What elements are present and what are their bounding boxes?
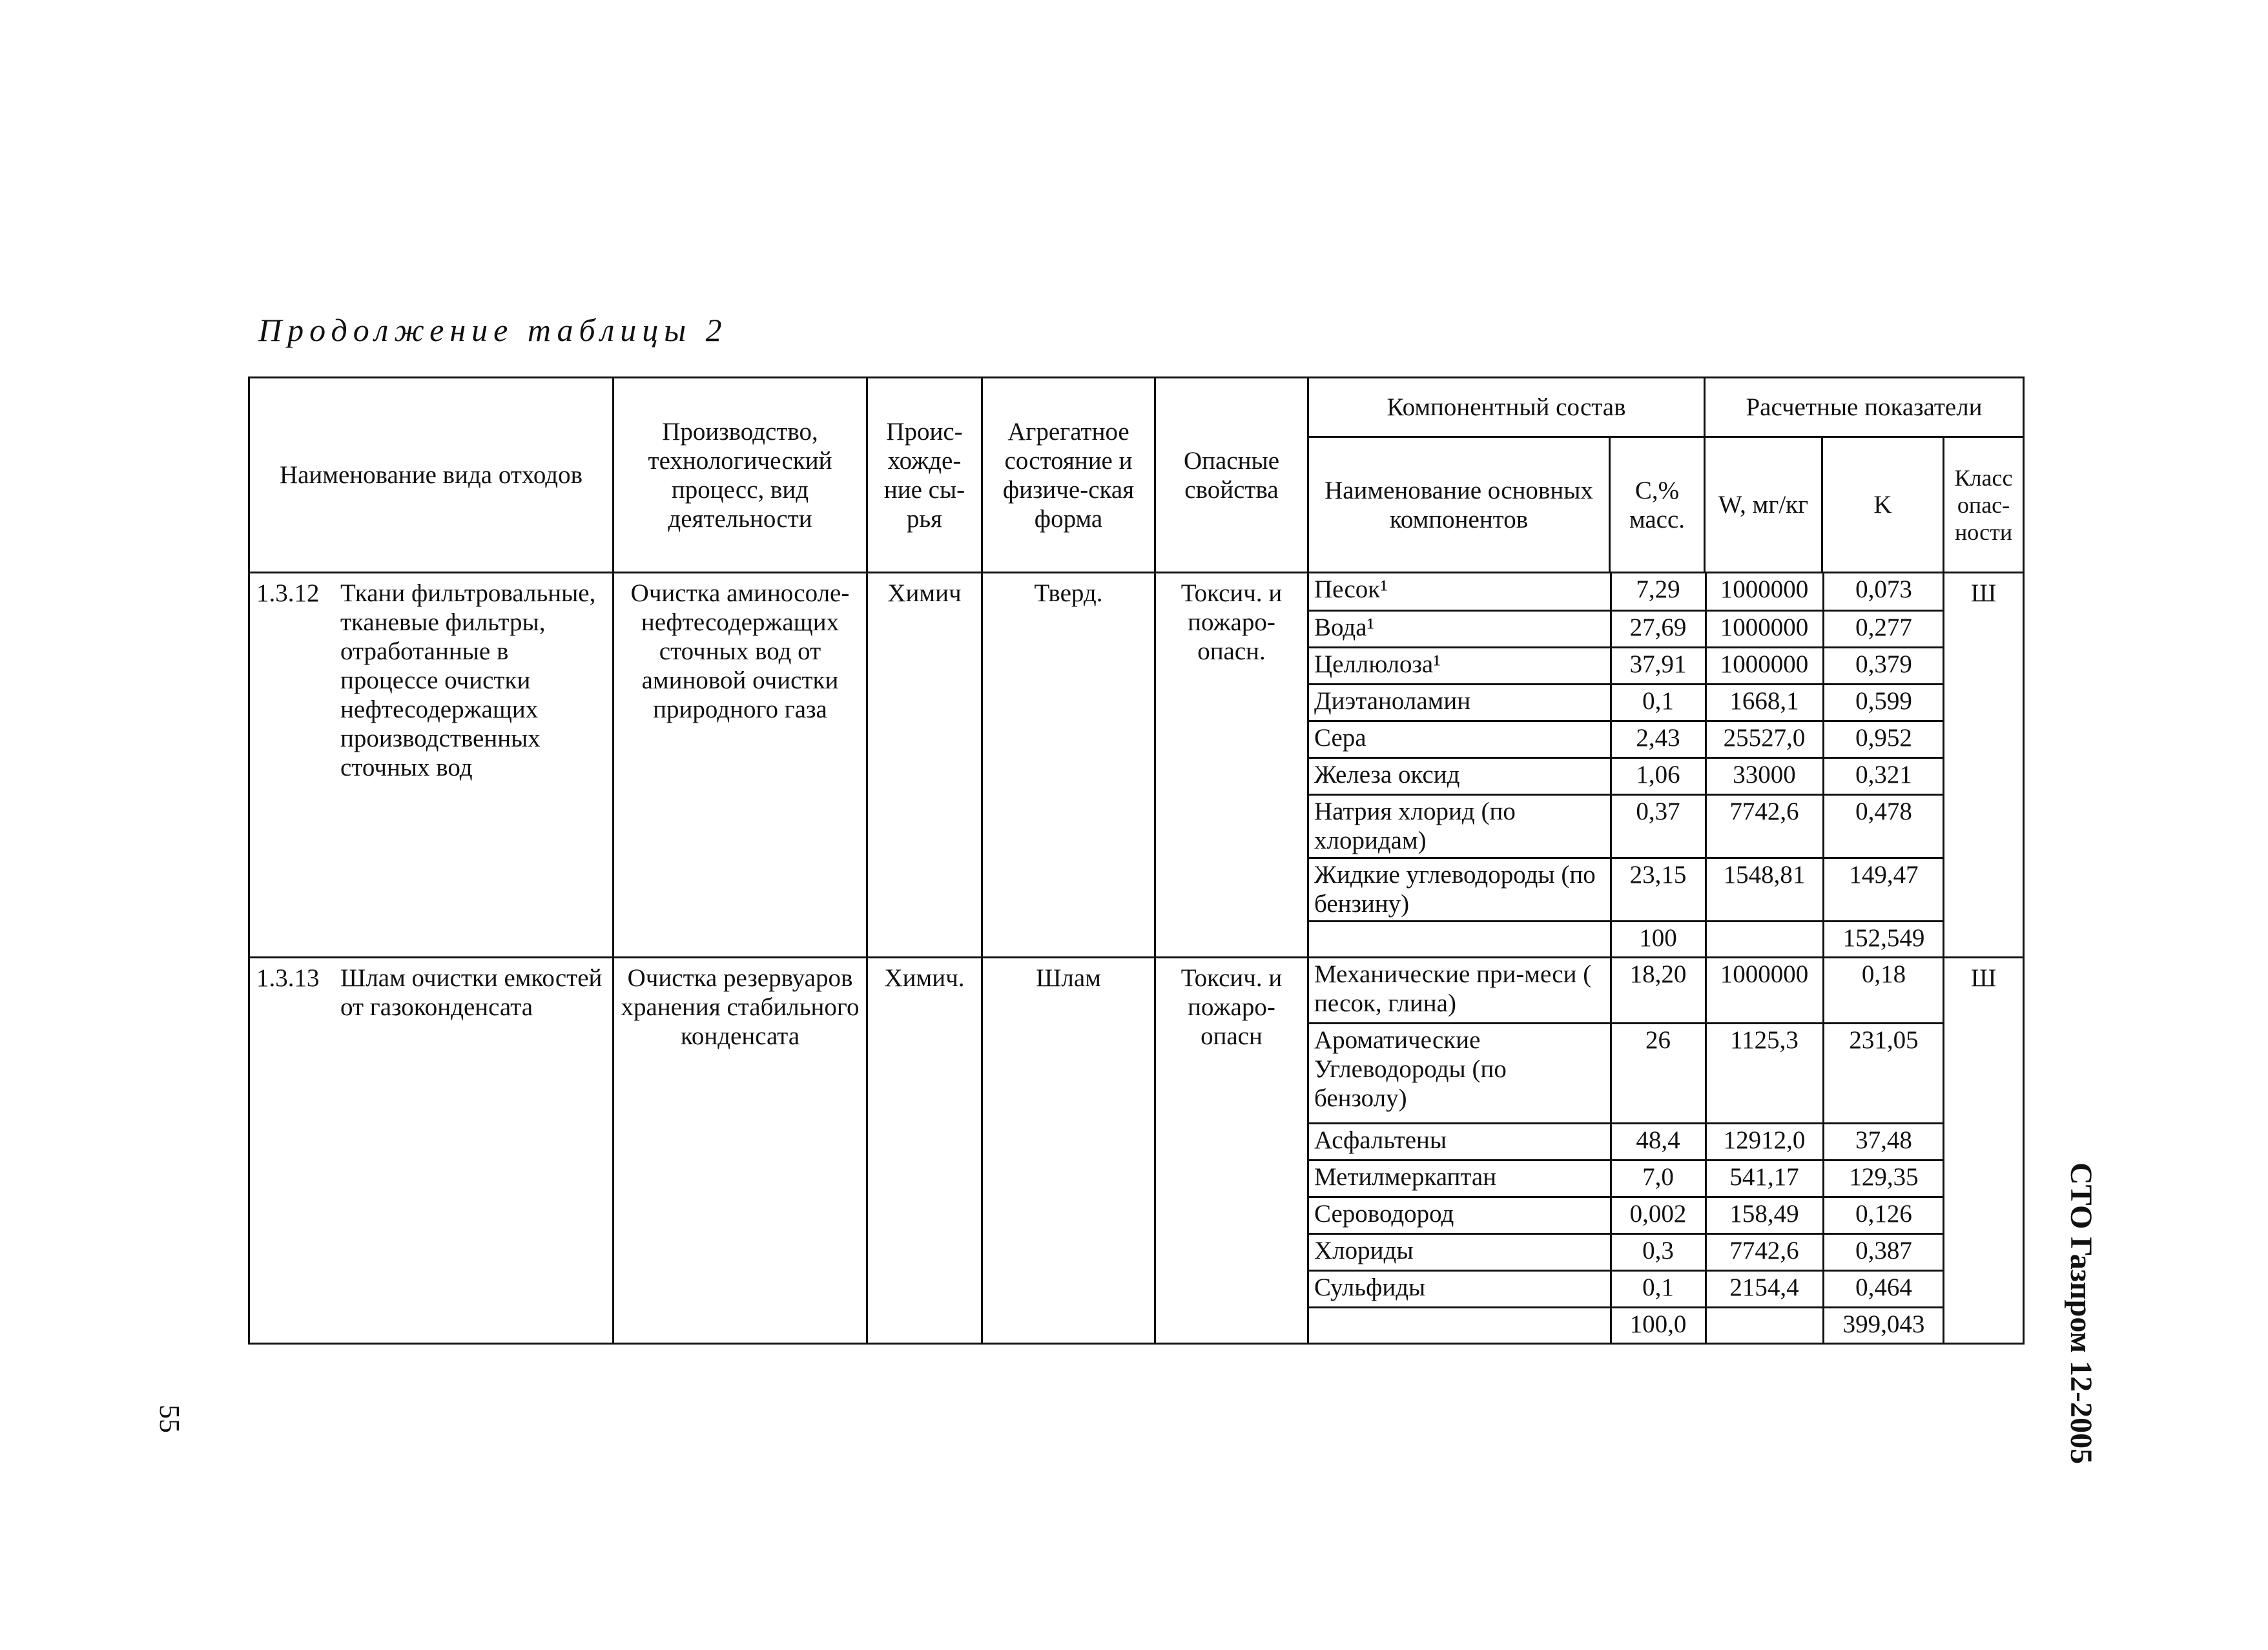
components-table <box>1309 573 1944 956</box>
component-w: 1000000 <box>1706 573 1823 610</box>
component-k: 152,549 <box>1823 921 1944 956</box>
component-row <box>1309 1123 1944 1160</box>
component-name: Сера <box>1309 721 1611 758</box>
component-k: 0,379 <box>1823 647 1944 684</box>
component-c: 0,002 <box>1611 1197 1706 1233</box>
component-row <box>1309 958 1944 1023</box>
header-hazard-class: Класс опас-ности <box>1944 437 2024 573</box>
waste-name: Ткани фильтровальные, тканевые фильтры, отработанные в процессе очистки нефтесодержащих производственных сточных вод <box>340 579 596 781</box>
header-origin: Проис-хожде-ние сы-рья <box>867 378 982 573</box>
component-c: 100 <box>1611 921 1706 956</box>
header-k: K <box>1822 437 1944 573</box>
component-row <box>1309 858 1944 921</box>
component-k: 129,35 <box>1823 1160 1944 1197</box>
component-w: 1548,81 <box>1706 858 1823 921</box>
hazard-class-cell: Ш <box>1944 573 2024 958</box>
table-row <box>249 958 2024 1344</box>
component-name <box>1309 921 1611 956</box>
component-name: Железа оксид <box>1309 758 1611 794</box>
component-k: 231,05 <box>1823 1023 1944 1123</box>
component-c: 0,1 <box>1611 684 1706 721</box>
component-total-row <box>1309 921 1944 956</box>
component-w <box>1706 1307 1823 1343</box>
component-k: 0,478 <box>1823 794 1944 858</box>
component-k: 0,952 <box>1823 721 1944 758</box>
component-row <box>1309 1160 1944 1197</box>
component-row <box>1309 684 1944 721</box>
header-w: W, мг/кг <box>1705 437 1822 573</box>
component-name: Жидкие углеводороды (по бензину) <box>1309 858 1611 921</box>
component-k: 0,321 <box>1823 758 1944 794</box>
component-row <box>1309 758 1944 794</box>
component-w: 33000 <box>1706 758 1823 794</box>
component-c: 7,29 <box>1611 573 1706 610</box>
origin-cell: Химич. <box>867 958 982 1344</box>
component-w: 1000000 <box>1706 610 1823 647</box>
waste-code: 1.3.12 <box>256 579 320 607</box>
component-row <box>1309 573 1944 610</box>
component-name: Ароматические Углеводороды (по бензолу) <box>1309 1023 1611 1123</box>
component-c: 7,0 <box>1611 1160 1706 1197</box>
component-c: 1,06 <box>1611 758 1706 794</box>
header-calc-group: Расчетные показатели <box>1705 378 2024 437</box>
component-w: 1668,1 <box>1706 684 1823 721</box>
header-waste-name: Наименование вида отходов <box>249 378 613 573</box>
components-table <box>1309 958 1944 1343</box>
waste-name-cell <box>249 573 613 958</box>
header-hazard: Опасные свойства <box>1155 378 1308 573</box>
component-w: 2154,4 <box>1706 1270 1823 1307</box>
component-name: Сульфиды <box>1309 1270 1611 1307</box>
waste-table <box>248 376 2025 1345</box>
component-c: 37,91 <box>1611 647 1706 684</box>
component-k: 0,18 <box>1823 958 1944 1023</box>
state-cell: Тверд. <box>982 573 1155 958</box>
component-name: Асфальтены <box>1309 1123 1611 1160</box>
component-w: 1000000 <box>1706 958 1823 1023</box>
component-w <box>1706 921 1823 956</box>
origin-cell: Химич <box>867 573 982 958</box>
component-w: 7742,6 <box>1706 794 1823 858</box>
header-component-name: Наименование основных компонентов <box>1308 437 1610 573</box>
component-row <box>1309 610 1944 647</box>
component-row <box>1309 647 1944 684</box>
table-row <box>249 573 2024 958</box>
waste-name: Шлам очистки емкостей от газоконденсата <box>340 964 603 1021</box>
component-k: 0,387 <box>1823 1233 1944 1270</box>
process-cell: Очистка резервуаров хранения стабильного конденсата <box>613 958 867 1344</box>
component-w: 541,17 <box>1706 1160 1823 1197</box>
component-k: 0,599 <box>1823 684 1944 721</box>
component-name: Сероводород <box>1309 1197 1611 1233</box>
components-cell <box>1308 573 1944 958</box>
waste-name-cell <box>249 958 613 1344</box>
component-w: 25527,0 <box>1706 721 1823 758</box>
component-row <box>1309 721 1944 758</box>
component-name: Песок¹ <box>1309 573 1611 610</box>
component-k: 0,126 <box>1823 1197 1944 1233</box>
header-state: Агрегатное состояние и физиче-ская форма <box>982 378 1155 573</box>
component-c: 48,4 <box>1611 1123 1706 1160</box>
component-c: 27,69 <box>1611 610 1706 647</box>
hazard-cell: Токсич. и пожаро-опасн. <box>1155 573 1308 958</box>
component-w: 1000000 <box>1706 647 1823 684</box>
component-c: 0,37 <box>1611 794 1706 858</box>
component-c: 100,0 <box>1611 1307 1706 1343</box>
waste-code: 1.3.13 <box>256 964 320 992</box>
component-row <box>1309 1197 1944 1233</box>
components-cell <box>1308 958 1944 1344</box>
table-caption: Продолжение таблицы 2 <box>258 312 728 348</box>
component-name: Целлюлоза¹ <box>1309 647 1611 684</box>
component-c: 23,15 <box>1611 858 1706 921</box>
header-component-group: Компонентный состав <box>1308 378 1705 437</box>
component-k: 0,464 <box>1823 1270 1944 1307</box>
component-name: Натрия хлорид (по хлоридам) <box>1309 794 1611 858</box>
component-c: 0,3 <box>1611 1233 1706 1270</box>
page-number: 55 <box>154 1405 185 1433</box>
component-name: Метилмеркаптан <box>1309 1160 1611 1197</box>
component-c: 26 <box>1611 1023 1706 1123</box>
component-name: Хлориды <box>1309 1233 1611 1270</box>
component-name: Механические при-меси ( песок, глина) <box>1309 958 1611 1023</box>
component-k: 149,47 <box>1823 858 1944 921</box>
component-name <box>1309 1307 1611 1343</box>
component-row <box>1309 794 1944 858</box>
component-c: 0,1 <box>1611 1270 1706 1307</box>
component-name: Диэтаноламин <box>1309 684 1611 721</box>
component-row <box>1309 1270 1944 1307</box>
state-cell: Шлам <box>982 958 1155 1344</box>
component-row <box>1309 1233 1944 1270</box>
component-k: 37,48 <box>1823 1123 1944 1160</box>
process-cell: Очистка аминосоле-нефтесодержащих сточных вод от аминовой очистки природного газа <box>613 573 867 958</box>
component-w: 1125,3 <box>1706 1023 1823 1123</box>
hazard-cell: Токсич. и пожаро-опасн <box>1155 958 1308 1344</box>
component-w: 7742,6 <box>1706 1233 1823 1270</box>
component-k: 399,043 <box>1823 1307 1944 1343</box>
component-c: 2,43 <box>1611 721 1706 758</box>
component-k: 0,073 <box>1823 573 1944 610</box>
header-process: Производство, технологический процесс, вид деятельности <box>613 378 867 573</box>
component-row <box>1309 1023 1944 1123</box>
component-name: Вода¹ <box>1309 610 1611 647</box>
component-w: 12912,0 <box>1706 1123 1823 1160</box>
component-c: 18,20 <box>1611 958 1706 1023</box>
component-k: 0,277 <box>1823 610 1944 647</box>
hazard-class-cell: Ш <box>1944 958 2024 1344</box>
header-c-mass: С,% масс. <box>1610 437 1705 573</box>
document-code: СТО Газпром 12-2005 <box>2064 1162 2098 1465</box>
component-total-row <box>1309 1307 1944 1343</box>
component-w: 158,49 <box>1706 1197 1823 1233</box>
